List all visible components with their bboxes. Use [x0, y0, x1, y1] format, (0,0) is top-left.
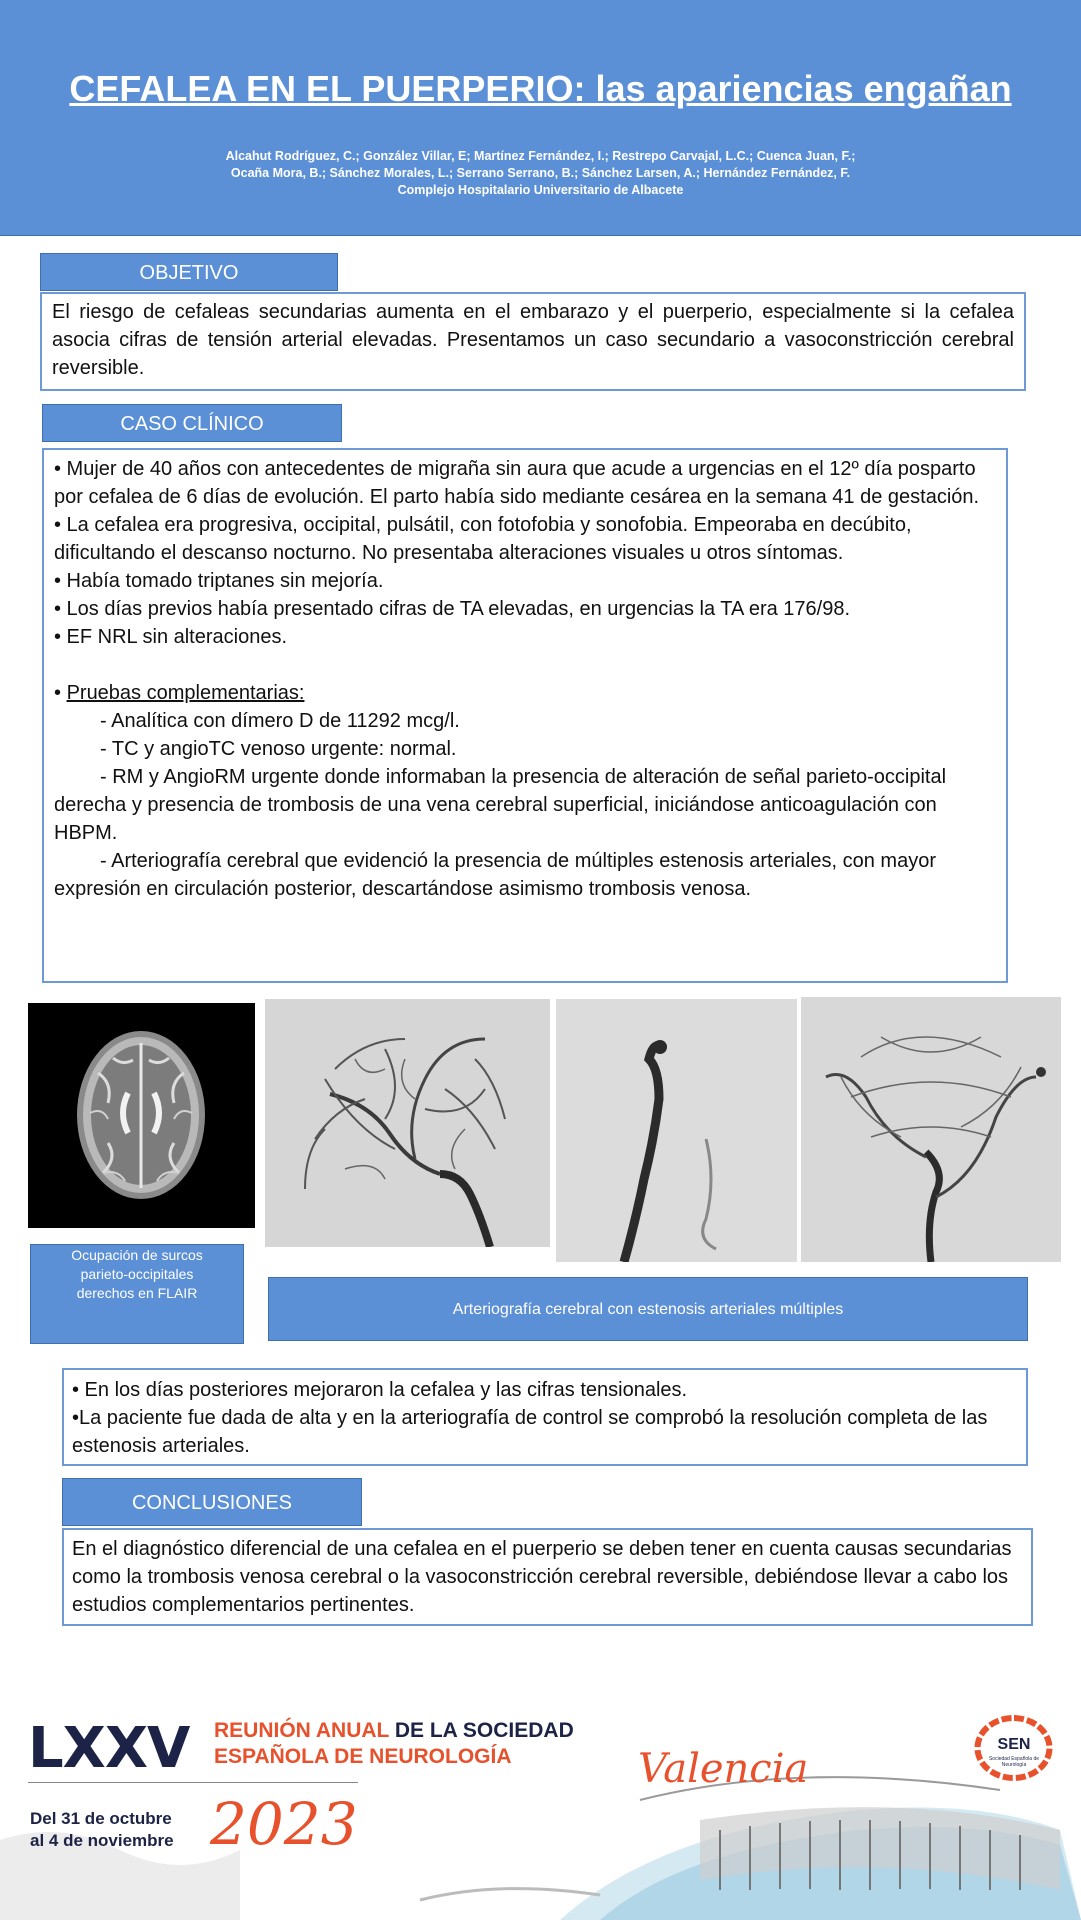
- pruebas-title: Pruebas complementarias:: [66, 682, 305, 704]
- arteriography-image-1: [265, 999, 550, 1247]
- caso-box: [42, 448, 1008, 983]
- arteriography-image-2: [556, 999, 797, 1262]
- caso-heading: CASO CLÍNICO: [42, 404, 342, 442]
- sen-logo: [970, 1712, 1058, 1790]
- congress-dates: [30, 1808, 174, 1852]
- authors-line-1: Alcahut Rodríguez, C.; González Villar, E; Martínez Fernández, I.; Restrepo Carvajal, L.C.; Cuenca Juan, F.;: [225, 149, 856, 163]
- footer-divider: [28, 1782, 358, 1783]
- evolucion-line-1: • En los días posteriores mejoraron la cefalea y las cifras tensionales.: [72, 1379, 688, 1401]
- congress-name-part-2: DE LA SOCIEDAD: [389, 1719, 574, 1742]
- caso-bullet-3: • Había tomado triptanes sin mejoría.: [54, 570, 384, 592]
- flair-caption: Ocupación de surcos parieto-occipitales derechos en FLAIR: [30, 1244, 244, 1344]
- mri-flair-image: [28, 1003, 255, 1228]
- angiogram-lateral-illustration: [265, 999, 550, 1247]
- angiogram-ap-illustration: [801, 997, 1061, 1262]
- evolucion-box: [62, 1368, 1028, 1466]
- evolucion-line-2: •La paciente fue dada de alta y en la arteriografía de control se comprobó la resolución completa de las estenosis arteriales.: [72, 1407, 988, 1457]
- sen-logo-text: SEN: [997, 1736, 1031, 1753]
- congress-year: 2023: [210, 1790, 358, 1858]
- caso-bullet-5: • EF NRL sin alteraciones.: [54, 626, 288, 648]
- conclusiones-box: [62, 1528, 1033, 1626]
- institution: Complejo Hospitalario Universitario de Albacete: [397, 183, 684, 197]
- arteriography-image-3: [801, 997, 1061, 1262]
- prueba-4: - Arteriografía cerebral que evidenció la presencia de múltiples estenosis arteriales, con mayor expresión en circulación posterior, descartándose asimismo trombosis venosa.: [54, 850, 936, 900]
- authors-line-2: Ocaña Mora, B.; Sánchez Morales, L.; Serrano Serrano, B.; Sánchez Larsen, A.; Hernández Fernández, F.: [230, 166, 851, 180]
- caso-bullet-2: • La cefalea era progresiva, occipital, pulsátil, con fotofobia y sonofobia. Empeoraba en decúbito, dificultando el descanso nocturno. No presentaba alteraciones visuales u otros síntomas.: [54, 514, 912, 564]
- prueba-1: - Analítica con dímero D de 11292 mcg/l.: [100, 710, 460, 732]
- prueba-3: - RM y AngioRM urgente donde informaban la presencia de alteración de señal parieto-occipital derecha y presencia de trombosis de una vena cerebral superficial, iniciándose anticoagulación con HBPM.: [54, 766, 947, 844]
- poster-header: [0, 0, 1081, 236]
- spacer: [54, 651, 996, 679]
- objetivo-heading: OBJETIVO: [40, 253, 338, 291]
- prueba-2: - TC y angioTC venoso urgente: normal.: [100, 738, 457, 760]
- objetivo-box: [40, 292, 1026, 391]
- dates-line-2: al 4 de noviembre: [30, 1831, 174, 1850]
- congress-name: [214, 1718, 574, 1770]
- arteriography-caption: Arteriografía cerebral con estenosis arteriales múltiples: [268, 1277, 1028, 1341]
- pruebas-heading: [54, 679, 996, 707]
- congress-number: LXXV: [28, 1716, 190, 1781]
- pruebas-bullet: •: [54, 682, 67, 704]
- congress-footer: [0, 1690, 1081, 1920]
- objetivo-text: El riesgo de cefaleas secundarias aumenta en el embarazo y el puerperio, especialmente si la cefalea asocia cifras de tensión arterial elevadas. Presentamos un caso secundario a vasoconstricción cerebral reversible.: [52, 301, 1014, 379]
- poster-title: CEFALEA EN EL PUERPERIO: las apariencias engañan: [69, 68, 1012, 109]
- congress-name-part-3: ESPAÑOLA DE NEUROLOGÍA: [214, 1745, 512, 1768]
- conclusiones-heading: CONCLUSIONES: [62, 1478, 362, 1526]
- angiogram-vessel-illustration: [556, 999, 797, 1262]
- congress-city: Valencia: [638, 1746, 809, 1792]
- congress-name-part-1: REUNIÓN ANUAL: [214, 1719, 390, 1742]
- conclusiones-text: En el diagnóstico diferencial de una cefalea en el puerperio se deben tener en cuenta causas secundarias como la trombosis venosa cerebral o la vasoconstricción cerebral reversible, debiéndose llevar a cabo los estudios complementarios pertinentes.: [72, 1538, 1012, 1616]
- dates-line-1: Del 31 de octubre: [30, 1809, 172, 1828]
- caso-bullet-4: • Los días previos había presentado cifras de TA elevadas, en urgencias la TA era 176/98.: [54, 598, 851, 620]
- brain-mri-illustration: [28, 1003, 255, 1228]
- sen-logo-subtitle: Sociedad Española de Neurología: [988, 1756, 1040, 1768]
- caso-bullet-1: • Mujer de 40 años con antecedentes de migraña sin aura que acude a urgencias en el 12º día posparto por cefalea de 6 días de evolución. El parto había sido mediante cesárea en la semana 41 de gestación.: [54, 458, 980, 508]
